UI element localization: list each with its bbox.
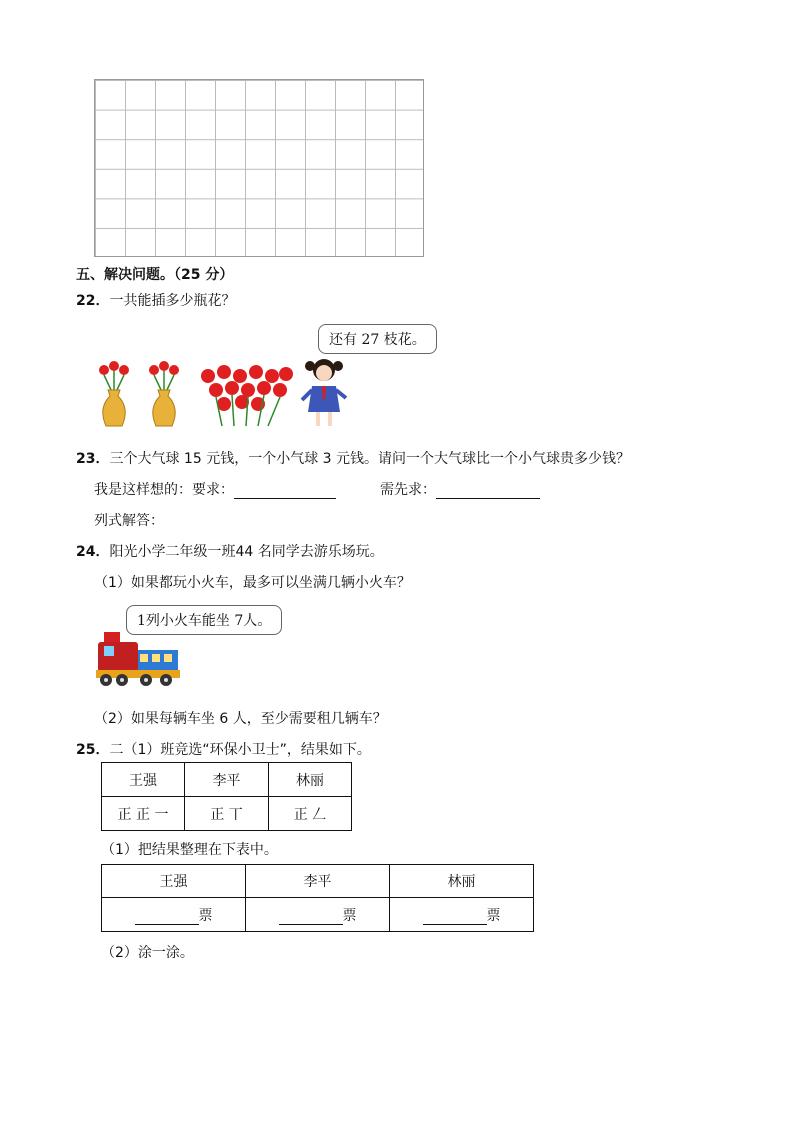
vote-blank[interactable] xyxy=(279,910,343,925)
vote-unit: 票 xyxy=(198,907,213,924)
girl-illustration xyxy=(300,356,348,430)
result-header: 王强 xyxy=(102,865,246,898)
flower-bunch-illustration xyxy=(196,362,296,428)
tally-marks: 正 正 一 xyxy=(102,797,185,831)
question-text: 阳光小学二年级一班44 名同学去游乐场玩。 xyxy=(109,544,384,560)
think-line xyxy=(94,479,336,499)
result-header: 李平 xyxy=(246,865,390,898)
vote-cell xyxy=(246,898,390,932)
vote-cell xyxy=(102,898,246,932)
first-line xyxy=(380,479,540,499)
question-number: 25． xyxy=(76,742,110,758)
grid-paper xyxy=(94,79,424,257)
vase-illustration xyxy=(92,360,188,430)
question-22 xyxy=(76,290,235,310)
vote-blank[interactable] xyxy=(423,910,487,925)
think-label: 我是这样想的：要求： xyxy=(94,482,234,498)
question-25 xyxy=(76,739,371,759)
q24-sub2: （2）如果每辆车坐 6 人，至少需要租几辆车？ xyxy=(94,711,387,727)
section-title: 五、解决问题。（25 分） xyxy=(76,267,234,283)
question-24 xyxy=(76,541,384,561)
tally-header: 李平 xyxy=(185,763,269,797)
question-number: 22． xyxy=(76,293,110,309)
question-text: 三个大气球 15 元钱，一个小气球 3 元钱。请问一个大气球比一个小气球贵多少钱？ xyxy=(109,451,631,467)
train-illustration xyxy=(94,630,182,688)
question-text: 二（1）班竞选“环保小卫士”，结果如下。 xyxy=(109,742,371,758)
speech-bubble: 还有 27 枝花。 xyxy=(318,324,437,354)
vote-unit: 票 xyxy=(342,907,357,924)
tally-header: 王强 xyxy=(102,763,185,797)
question-text: 一共能插多少瓶花？ xyxy=(109,293,236,309)
vote-blank[interactable] xyxy=(135,910,199,925)
result-table xyxy=(101,864,534,932)
q25-sub1: （1）把结果整理在下表中。 xyxy=(101,842,278,858)
tally-marks: 正 丅 xyxy=(185,797,269,831)
answer-blank[interactable] xyxy=(234,484,336,499)
q25-sub2: （2）涂一涂。 xyxy=(101,945,194,961)
question-23 xyxy=(76,448,630,468)
first-label: 需先求： xyxy=(380,482,436,498)
tally-marks: 正 𠃋 xyxy=(269,797,352,831)
question-number: 23． xyxy=(76,451,110,467)
tally-header: 林丽 xyxy=(269,763,352,797)
speech-bubble: 1列小火车能坐 7人。 xyxy=(126,605,282,635)
vase-icon xyxy=(99,361,129,426)
q24-sub1: （1）如果都玩小火车，最多可以坐满几辆小火车？ xyxy=(94,575,411,591)
tally-table xyxy=(101,762,352,831)
vase-icon xyxy=(149,361,179,426)
vote-cell xyxy=(390,898,534,932)
answer-label: 列式解答： xyxy=(94,513,164,529)
answer-blank[interactable] xyxy=(436,484,540,499)
result-header: 林丽 xyxy=(390,865,534,898)
vote-unit: 票 xyxy=(486,907,501,924)
question-number: 24． xyxy=(76,544,110,560)
